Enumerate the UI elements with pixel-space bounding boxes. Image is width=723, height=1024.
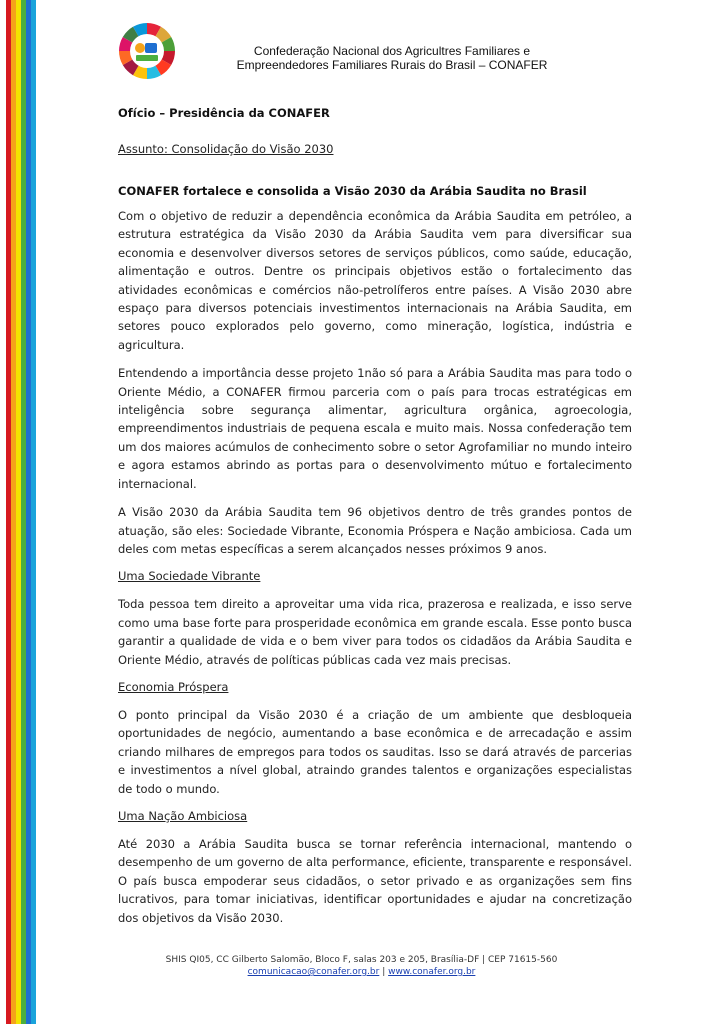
- footer-address: SHIS QI05, CC Gilberto Salomão, Bloco F, salas 203 e 205, Brasília-DF | CEP 71615-560: [165, 955, 558, 965]
- email-link[interactable]: comunicacao@conafer.org.br: [247, 967, 380, 977]
- footer: [0, 954, 723, 978]
- footer-separator: |: [382, 967, 386, 977]
- section-text: Até 2030 a Arábia Saudita busca se tornar referência internacional, mantendo o desempenho de um governo de alta performance, eficiente, transparente e responsável. O país busca empoderar seus cidadãos, o setor privado e as organizações sem fins lucrativos, para tomar iniciativas, identificar oportunidades e ajudar na concretização dos objetivos da Visão 2030.: [118, 836, 632, 925]
- section-title-nacao: Uma Nação Ambiciosa: [118, 808, 248, 823]
- paragraph: A Visão 2030 da Arábia Saudita tem 96 objetivos dentro de três grandes pontos de atuação, são eles: Sociedade Vibrante, Economia Próspera e Nação ambiciosa. Cada um deles com metas específicas a serem alcançados nesses próximos 9 anos.: [118, 505, 632, 556]
- paragraph: Com o objetivo de reduzir a dependência econômica da Arábia Saudita em petróleo, a estrutura estratégica da Visão 2030 da Arábia Saudita vem para diversificar sua economia e desenvolver diversos setores de serviços públicos, como saúde, educação, alimentação e outros. Dentre os principais objetivos estão o fortalecimento das atividades econômicas e comércios não-petrolíferos entre países. A Visão 2030 abre espaço para diversos potenciais investimentos internacionais na Arábia Saudita, em setores pouco explorados pelo governo, como mineração, logística, indústria e agricultura.: [118, 209, 632, 352]
- section-text: O ponto principal da Visão 2030 é a criação de um ambiente que desbloqueia oportunidades de negócio, aumentando a base econômica e de arrecadação e assim criando milhares de empregos para todos os sauditas. Isso se dará através de parcerias e investimentos a nível global, atraindo grandes talentos e organizações especialistas de todo o mundo.: [118, 707, 632, 796]
- footer-contact: [0, 966, 723, 978]
- subject-line: Assunto: Consolidação do Visão 2030: [118, 142, 334, 156]
- website-link[interactable]: www.conafer.org.br: [388, 967, 476, 977]
- headline: CONAFER fortalece e consolida a Visão 2030 da Arábia Saudita no Brasil: [118, 184, 587, 198]
- section-title-economia: Economia Próspera: [118, 679, 229, 694]
- office-title: Ofício – Presidência da CONAFER: [118, 106, 330, 120]
- org-name-line1: Confederação Nacional dos Agricultres Familiares e: [253, 44, 531, 58]
- section-title-sociedade: Uma Sociedade Vibrante: [118, 569, 261, 584]
- org-name-line2: Empreendedores Familiares Rurais do Brasil – CONAFER: [236, 58, 548, 72]
- conafer-sdg-logo: [118, 22, 176, 80]
- stripe-lightblue: [31, 0, 36, 1024]
- paragraph: Entendendo a importância desse projeto 1não só para a Arábia Saudita mas para todo o Oriente Médio, a CONAFER firmou parceria com o país para trocas estratégicas em inteligência sobre segurança alimentar, agricultura orgânica, agroecologia, empreendimentos industriais de pequena escala e muito mais. Nossa confederação tem um dos maiores acúmulos de conhecimento sobre o setor Agrofamiliar no mundo inteiro e agora estamos abrindo as portas para o desenvolvimento mútuo e fortalecimento internacional.: [118, 366, 632, 491]
- document-body: [118, 100, 632, 927]
- section-text: Toda pessoa tem direito a aproveitar uma vida rica, prazerosa e realizada, e isso serve como uma base forte para prosperidade econômica em grande escala. Esse ponto busca garantir a qualidade de vida e o bem viver para todos os cidadãos da Arábia Saudita e Oriente Médio, através de políticas públicas cada vez mais precisas.: [118, 597, 632, 667]
- organization-header: [192, 44, 592, 72]
